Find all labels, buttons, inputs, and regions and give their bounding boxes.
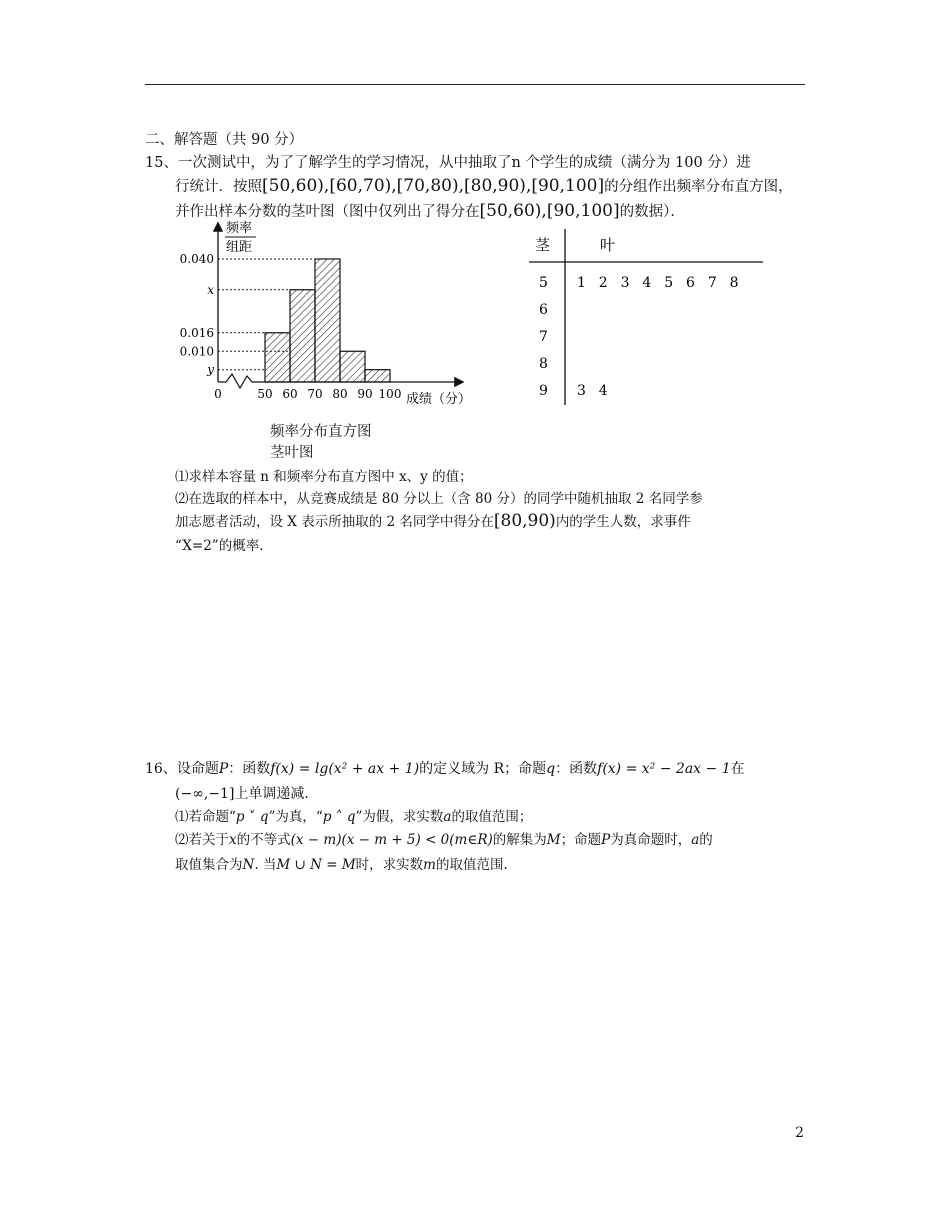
q16-line-2: (−∞,−1]上单调递减.: [175, 786, 309, 802]
ylabel-top: 频率: [226, 221, 253, 236]
frequency-histogram: [170, 218, 480, 413]
intervals-math-2: [50,60),[90,100]: [479, 201, 620, 221]
histogram-bar: [265, 333, 290, 382]
intervals-math: [50,60),[60,70),[70,80),[80,90),[90,100]: [262, 176, 605, 196]
x-tick-label: 60: [282, 387, 298, 401]
x-tick-label: 80: [332, 387, 348, 401]
axis-break: [218, 374, 260, 388]
x-tick-label: 70: [307, 387, 323, 401]
histogram-bar: [340, 351, 365, 382]
stem-header: 茎: [535, 236, 551, 254]
leaf-values: 3 4: [577, 383, 608, 399]
header-rule: [145, 84, 805, 85]
caption-stem-leaf: 茎叶图: [270, 445, 314, 461]
q16-part-2-line-1: ⑵若关于x的不等式(x − m)(x − m + 5) < 0(m∈R)的解集为M；命题P为真命题时，a的: [175, 832, 713, 848]
stem-value: 9: [539, 383, 548, 399]
y-tick-label: 0.040: [179, 252, 214, 266]
stem-value: 8: [539, 356, 548, 372]
q15-part-2-line-1: ⑵在选取的样本中，从竞赛成绩是 80 分以上（含 80 分）的同学中随机抽取 2 名同学参: [175, 491, 703, 507]
y-tick-label: 0.016: [179, 325, 214, 340]
section-title: 二、解答题（共 90 分）: [145, 132, 304, 148]
histogram-bar: [315, 259, 340, 382]
stem-leaf-plot: [525, 225, 775, 410]
q15-line-2: 行统计．按照[50,60),[60,70),[70,80),[80,90),[90,100]的分组作出频率分布直方图，: [175, 176, 793, 196]
xlabel: 成绩（分）: [406, 392, 472, 407]
q15-part-1: ⑴求样本容量 n 和频率分布直方图中 x、y 的值；: [175, 469, 473, 485]
q16-part-2-line-2: 取值集合为N. 当M ∪ N = M时，求实数m的取值范围.: [175, 857, 508, 873]
histogram-bar: [290, 290, 315, 382]
x-tick-label: 100: [378, 387, 402, 401]
q15-part-2-line-3: “X=2”的概率.: [175, 538, 264, 554]
leaf-header: 叶: [600, 236, 616, 254]
q16-part-1: ⑴若命题“p ˅ q”为真，“p ˄ q”为假，求实数a的取值范围；: [175, 809, 533, 825]
q15-part-2-line-2: 加志愿者活动，设 X 表示所抽取的 2 名同学中得分在[80,90)内的学生人数，求事件: [175, 511, 691, 531]
x-tick-label: 50: [257, 387, 273, 401]
stem-value: 6: [539, 302, 548, 318]
x-tick-label: 0: [214, 387, 222, 401]
q15-line-3: 并作出样本分数的茎叶图（图中仅列出了得分在[50,60),[90,100]的数据）．: [175, 201, 685, 221]
ylabel-bottom: 组距: [226, 240, 253, 255]
y-tick-label: y: [207, 362, 214, 377]
page-number: 2: [795, 1125, 804, 1141]
y-tick-label: 0.010: [179, 344, 214, 359]
histogram-bar: [365, 370, 390, 382]
leaf-values: 1 2 3 4 5 6 7 8: [577, 275, 739, 291]
caption-histogram: 频率分布直方图: [270, 424, 372, 440]
stem-value: 5: [539, 275, 548, 291]
q15-line-1: 15、一次测试中，为了了解学生的学习情况，从中抽取了n 个学生的成绩（满分为 100 分）进: [145, 155, 751, 171]
y-tick-label: x: [207, 282, 214, 297]
stem-value: 7: [539, 329, 548, 345]
x-tick-label: 90: [357, 387, 373, 401]
q16-line-1: 16、设命题P：函数f(x) = lg(x² + ax + 1)的定义域为 R；命题q：函数f(x) = x² − 2ax − 1在: [145, 761, 745, 777]
